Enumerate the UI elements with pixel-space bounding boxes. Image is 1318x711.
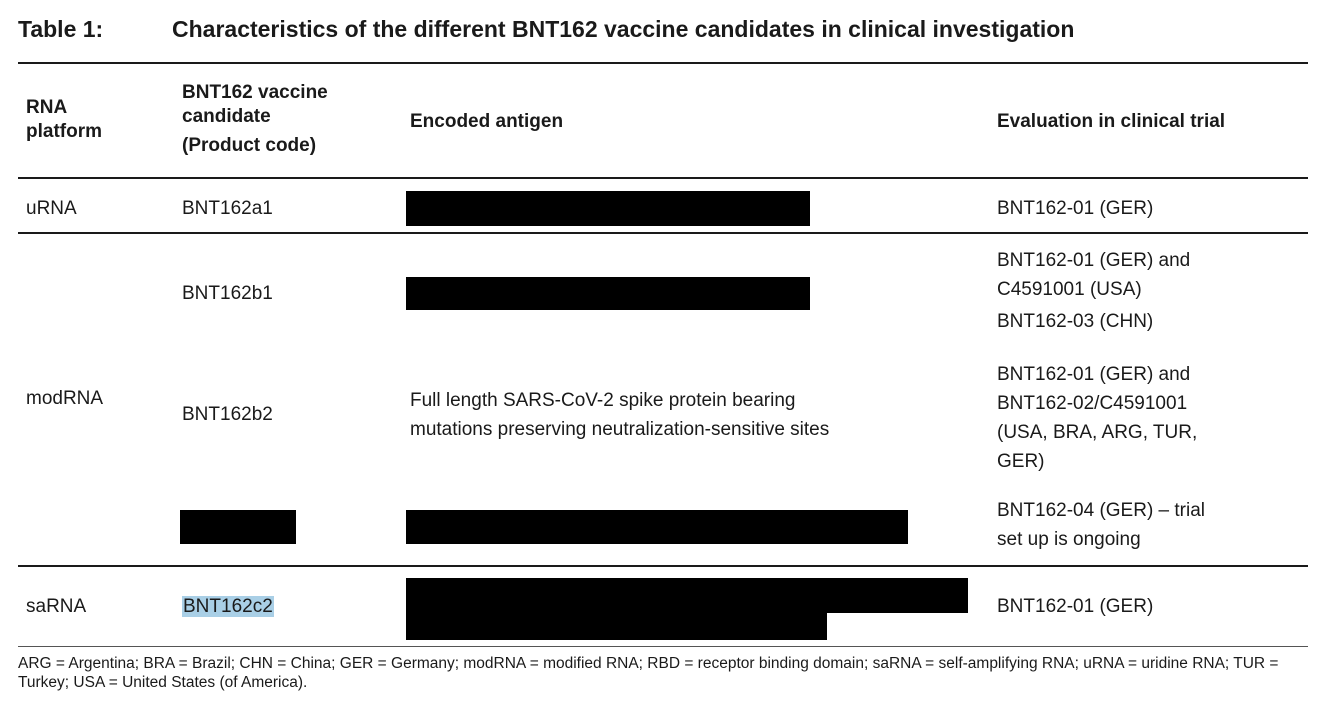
evaluation-b1-line-3: BNT162-03 (CHN) xyxy=(997,311,1154,332)
platform-sarna: saRNA xyxy=(26,596,87,617)
redaction-box xyxy=(180,510,296,544)
candidate-bnt162a1: BNT162a1 xyxy=(182,198,273,219)
evaluation-redacted xyxy=(997,496,1205,554)
header-candidate-line-2: candidate xyxy=(182,106,271,127)
selection-highlight: BNT162c2 xyxy=(183,596,273,617)
evaluation-redacted-line-2: set up is ongoing xyxy=(997,529,1141,550)
redaction-box xyxy=(406,611,827,640)
platform-urna: uRNA xyxy=(26,198,77,219)
redaction-box xyxy=(406,277,810,310)
antigen-b2-line-1: Full length SARS-CoV-2 spike protein bearing xyxy=(410,390,796,411)
table-title: Characteristics of the different BNT162 vaccine candidates in clinical investigation xyxy=(172,16,1075,42)
candidate-bnt162b2: BNT162b2 xyxy=(182,404,273,425)
platform-modrna: modRNA xyxy=(26,388,104,409)
redaction-box xyxy=(406,191,810,226)
header-rna-platform: RNA platform xyxy=(26,97,102,142)
bottom-rule xyxy=(18,646,1308,647)
header-evaluation: Evaluation in clinical trial xyxy=(997,111,1226,132)
evaluation-b2-line-2: BNT162-02/C4591001 xyxy=(997,393,1188,414)
evaluation-b2-line-4: GER) xyxy=(997,451,1045,472)
header-candidate-line-3: (Product code) xyxy=(182,135,317,156)
table-footnote: ARG = Argentina; BRA = Brazil; CHN = China; GER = Germany; modRNA = modified RNA; RBD = receptor binding domain; saRNA = self-amplifying RNA; uRNA = uridine RNA; TUR = Turkey; USA = United States (of America). xyxy=(18,655,1279,691)
row-rule-modrna xyxy=(18,565,1308,567)
candidate-bnt162c2 xyxy=(182,592,274,621)
evaluation-b1-line-1: BNT162-01 (GER) and xyxy=(997,250,1191,271)
top-rule xyxy=(18,62,1308,64)
table-label: Table 1: xyxy=(18,16,104,42)
row-rule-urna xyxy=(18,232,1308,234)
evaluation-redacted-line-1: BNT162-04 (GER) – trial xyxy=(997,500,1206,521)
evaluation-b1-line-2: C4591001 (USA) xyxy=(997,279,1142,300)
evaluation-c2: BNT162-01 (GER) xyxy=(997,596,1154,617)
evaluation-b1 xyxy=(997,246,1190,336)
evaluation-b2-line-1: BNT162-01 (GER) and xyxy=(997,364,1191,385)
evaluation-b2-line-3: (USA, BRA, ARG, TUR, xyxy=(997,422,1198,443)
header-candidate-line-1: BNT162 vaccine xyxy=(182,82,328,103)
header-vaccine-candidate xyxy=(182,81,328,158)
header-encoded-antigen: Encoded antigen xyxy=(410,111,564,132)
evaluation-a1: BNT162-01 (GER) xyxy=(997,198,1154,219)
header-rule xyxy=(18,177,1308,179)
candidate-bnt162b1: BNT162b1 xyxy=(182,283,273,304)
redaction-box xyxy=(406,578,968,613)
redaction-box xyxy=(406,510,908,544)
evaluation-b2 xyxy=(997,360,1197,476)
antigen-b2-line-2: mutations preserving neutralization-sensitive sites xyxy=(410,419,830,440)
antigen-b2 xyxy=(410,386,829,444)
